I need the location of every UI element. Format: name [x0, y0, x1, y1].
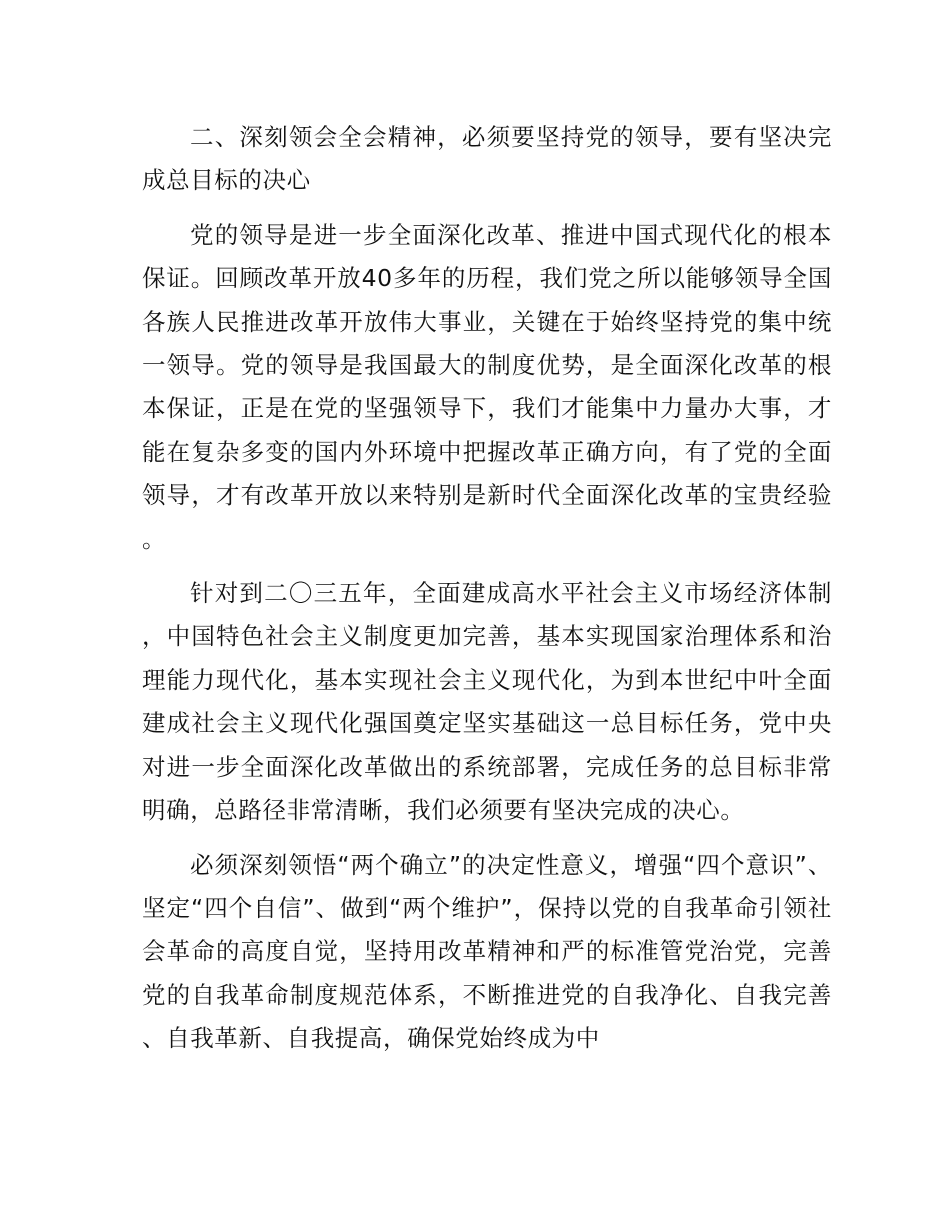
paragraph-2: 针对到二〇三五年，全面建成高水平社会主义市场经济体制，中国特色社会主义制度更加完善，基本实现国家治理体系和治理能力现代化，基本实现社会主义现代化，为到本世纪中叶全面建成社会主义现代化强国奠定坚实基础这一总目标任务，党中央对进一步全面深化改革做出的系统部署，完成任务的总目标非常明确，总路径非常清晰，我们必须要有坚决完成的决心。: [142, 579, 832, 825]
paragraph-1: 党的领导是进一步全面深化改革、推进中国式现代化的根本保证。回顾改革开放40多年的历程，我们党之所以能够领导全国各族人民推进改革开放伟大事业，关键在于始终坚持党的集中统一领导。党的领导是我国最大的制度优势，是全面深化改革的根本保证，正是在党的坚强领导下，我们才能集中力量办大事，才能在复杂多变的国内外环境中把握改革正确方向，有了党的全面领导，才有改革开放以来特别是新时代全面深化改革的宝贵经验。: [142, 220, 832, 553]
document-page: [142, 116, 832, 1061]
section-heading: 二、深刻领会全会精神，必须要坚持党的领导，要有坚决完成总目标的决心: [142, 123, 832, 195]
paragraph-3: 必须深刻领悟“两个确立”的决定性意义，增强“四个意识”、坚定“四个自信”、做到“两个维护”，保持以党的自我革命引领社会革命的高度自觉，坚持用改革精神和严的标准管党治党，完善党的自我革命制度规范体系，不断推进党的自我净化、自我完善、自我革新、自我提高，确保党始终成为中: [142, 850, 832, 1053]
